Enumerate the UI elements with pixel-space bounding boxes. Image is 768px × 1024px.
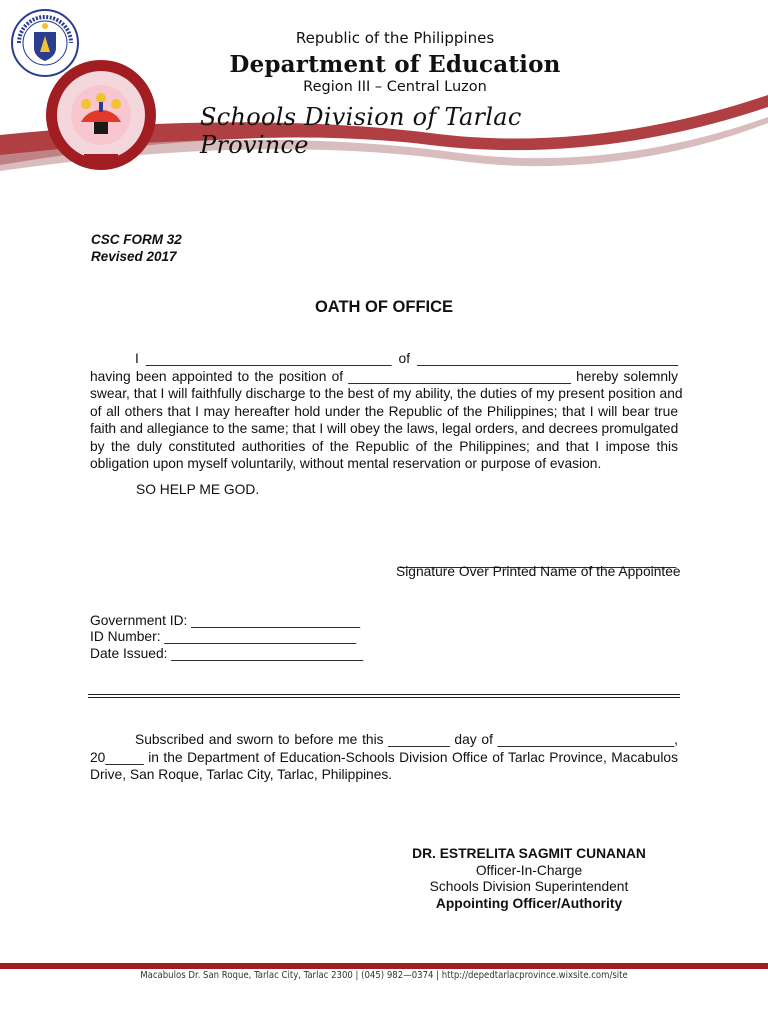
date-issued-field: Date Issued: _________________________	[90, 646, 364, 661]
signature-line: ____________________________________	[400, 553, 677, 568]
officer-authority: Appointing Officer/Authority	[435, 895, 623, 911]
oath-line: by the duly constituted authorities of the Republic of the Philippines; and that I impose this	[90, 438, 678, 454]
government-id-field: Government ID: ______________________	[90, 613, 361, 628]
sworn-line: Drive, San Roque, Tarlac City, Tarlac, Philippines.	[90, 767, 393, 782]
officer-name: DR. ESTRELITA SAGMIT CUNANAN	[412, 846, 646, 861]
department-heading: Department of Education	[229, 51, 561, 78]
signature-caption: Signature Over Printed Name of the Appointee	[396, 564, 681, 579]
oath-line: faith and allegiance to the same; that I will obey the laws, legal orders, and decrees promulgated	[90, 421, 679, 436]
section-divider	[88, 697, 680, 698]
document-title: OATH OF OFFICE	[314, 298, 454, 316]
republic-heading: Republic of the Philippines	[295, 29, 495, 47]
oath-closing: SO HELP ME GOD.	[136, 482, 260, 497]
oath-line: swear, that I will faithfully discharge to the best of my ability, the duties of my present position and	[90, 386, 683, 401]
oath-line: having been appointed to the position of _____________________________ hereby solemnly	[90, 368, 678, 384]
oath-line: obligation upon myself voluntarily, without mental reservation or purpose of evasion.	[90, 456, 602, 471]
footer-address: Macabulos Dr. San Roque, Tarlac City, Tarlac 2300 | (045) 982—0374 | http://depedtarlacprovince.wixsite.com/site	[140, 970, 628, 981]
oath-paragraph	[90, 350, 683, 473]
officer-position: Schools Division Superintendent	[429, 879, 629, 894]
id-number-field: ID Number: _________________________	[90, 629, 357, 644]
division-seal-logo	[44, 58, 158, 172]
section-divider	[88, 694, 680, 695]
sworn-line: 20_____ in the Department of Education-Schools Division Office of Tarlac Province, Macabulos	[90, 749, 678, 765]
form-code: CSC FORM 32	[91, 232, 182, 247]
oath-line: I ________________________________ of __________________________________	[135, 351, 678, 366]
oath-line: of all others that I may hereafter hold under the Republic of the Philippines; that I will bear true	[90, 403, 678, 419]
sworn-line: Subscribed and sworn to before me this ________ day of _______________________,	[135, 732, 678, 747]
region-heading: Region III – Central Luzon	[303, 79, 487, 95]
form-revision: Revised 2017	[91, 249, 177, 264]
sworn-paragraph	[90, 731, 678, 784]
division-heading: Schools Division of Tarlac Province	[200, 103, 522, 159]
officer-signature-block	[397, 846, 661, 912]
footer-bar	[0, 963, 768, 969]
officer-role: Officer-In-Charge	[475, 862, 583, 878]
